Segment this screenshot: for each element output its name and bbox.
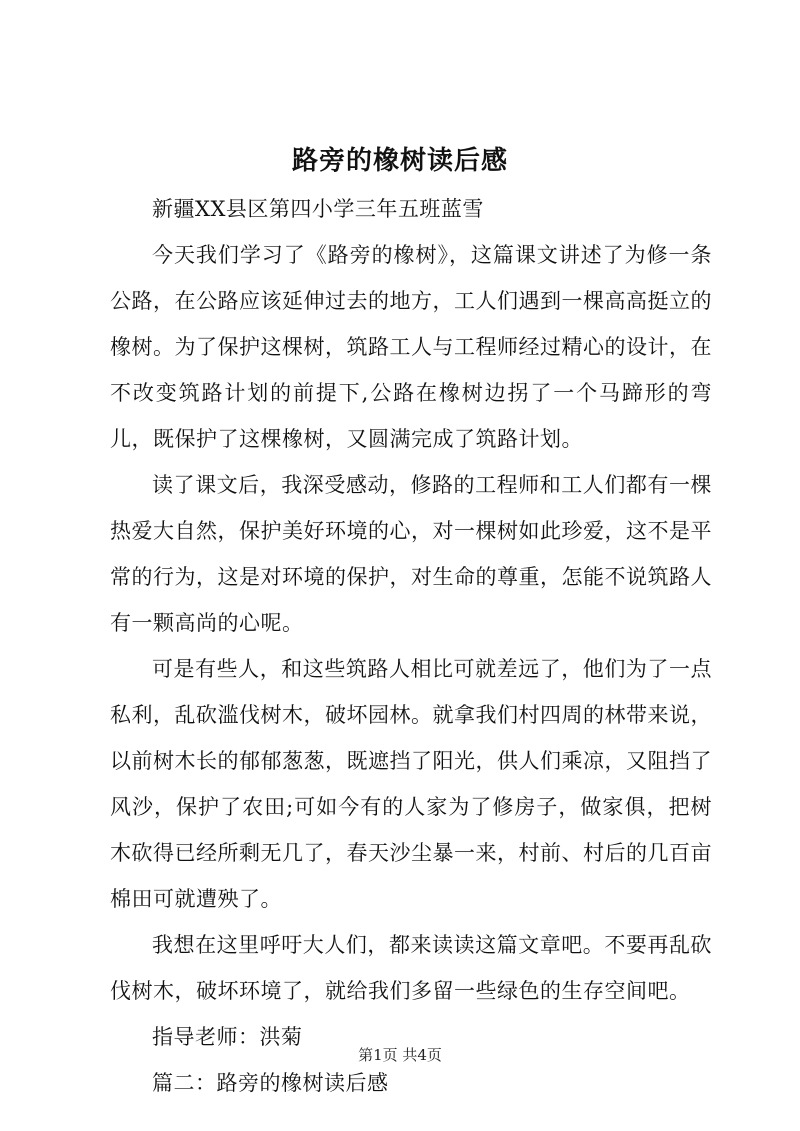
paragraph-1: 今天我们学习了《路旁的橡树》，这篇课文讲述了为修一条公路，在公路应该延伸过去的地方，工人们遇到一棵高高挺立的橡树。为了保护这棵树，筑路工人与工程师经过精心的设计，在不改变筑路计划的前提下,公路在橡树边拐了一个马蹄形的弯儿，既保护了这棵橡树，又圆满完成了筑路计划。 bbox=[110, 243, 712, 451]
document-body bbox=[110, 186, 712, 1106]
page-footer: 第1页 共4页 bbox=[358, 1046, 442, 1064]
author-line: 新疆XX县区第四小学三年五班蓝雪 bbox=[152, 197, 484, 221]
paragraph-4: 我想在这里呼吁大人们，都来读读这篇文章吧。不要再乱砍伐树木，破坏环境了，就给我们多留一些绿色的生存空间吧。 bbox=[110, 933, 712, 1003]
teacher-line: 指导老师：洪菊 bbox=[152, 1025, 303, 1049]
paragraph-2: 读了课文后，我深受感动，修路的工程师和工人们都有一棵热爱大自然，保护美好环境的心，对一棵树如此珍爱，这不是平常的行为，这是对环境的保护，对生命的尊重，怎能不说筑路人有一颗高尚的心呢。 bbox=[110, 473, 712, 635]
document-title: 路旁的橡树读后感 bbox=[291, 146, 508, 176]
next-section-heading: 篇二：路旁的橡树读后感 bbox=[152, 1071, 389, 1095]
paragraph-3: 可是有些人，和这些筑路人相比可就差远了，他们为了一点私利，乱砍滥伐树木，破坏园林。就拿我们村四周的林带来说，以前树木长的郁郁葱葱，既遮挡了阳光，供人们乘凉，又阻挡了风沙，保护了农田;可如今有的人家为了修房子，做家俱，把树木砍得已经所剩无几了，春天沙尘暴一来，村前、村后的几百亩棉田可就遭殃了。 bbox=[110, 657, 712, 911]
